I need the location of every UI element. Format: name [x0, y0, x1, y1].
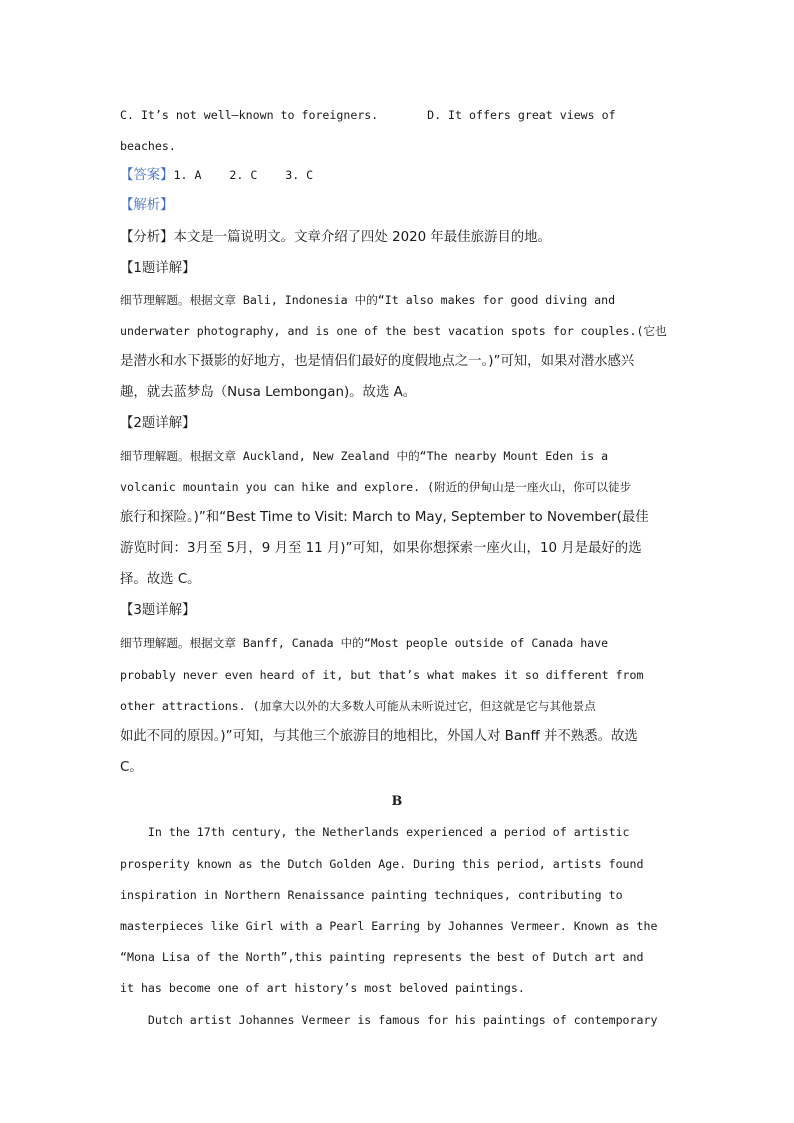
passage-line: “Mona Lisa of the North”,this painting represents the best of Dutch art and [120, 950, 644, 964]
q1-explanation-line: 细节理解题。根据文章 Bali, Indonesia 中的“It also makes for good diving and [120, 293, 616, 307]
q2-explanation-line: 细节理解题。根据文章 Auckland, New Zealand 中的“The nearby Mount Eden is a [120, 449, 609, 463]
option-line-continued: beaches. [120, 139, 176, 153]
q3-explanation-line: other attractions. (加拿大以外的大多数人可能从未听说过它，但这就是它与其他景点 [120, 699, 596, 713]
question-2-heading: 【2题详解】 [120, 416, 196, 431]
q2-explanation-line: volcanic mountain you can hike and explore. (附近的伊甸山是一座火山，你可以徒步 [120, 480, 632, 494]
q2-explanation-line: 旅行和探险。)”和“Best Time to Visit: March to May, September to November(最佳 [120, 510, 649, 525]
q3-explanation-line: C。 [120, 760, 143, 775]
q2-explanation-line: 择。故选 C。 [120, 572, 201, 587]
answer-tag: 【答案】 [120, 168, 174, 183]
passage-line: it has become one of art history’s most beloved paintings. [120, 981, 525, 995]
summary-line: 【分析】本文是一篇说明文。文章介绍了四处 2020 年最佳旅游目的地。 [120, 230, 551, 245]
q1-explanation-line: underwater photography, and is one of the best vacation spots for couples.(它也 [120, 324, 667, 338]
q1-explanation-line: 趣，就去蓝梦岛（Nusa Lembongan)。故选 A。 [120, 385, 417, 400]
q2-explanation-line: 游览时间：3月至 5月，9 月至 11 月)”可知，如果你想探索一座火山，10 月是最好的选 [120, 541, 642, 556]
answer-text: 1. A 2. C 3. C [173, 168, 314, 182]
q3-explanation-line: probably never even heard of it, but that’s what makes it so different from [120, 668, 644, 682]
passage-line: inspiration in Northern Renaissance painting techniques, contributing to [120, 888, 623, 902]
passage-line: masterpieces like Girl with a Pearl Earring by Johannes Vermeer. Known as the [120, 919, 658, 933]
analysis-tag: 【解析】 [120, 198, 174, 213]
q1-explanation-line: 是潜水和水下摄影的好地方，也是情侣们最好的度假地点之一。)”可知，如果对潜水感兴 [120, 354, 635, 369]
question-3-heading: 【3题详解】 [120, 603, 196, 618]
q3-explanation-line: 如此不同的原因。)”可知，与其他三个旅游目的地相比，外国人对 Banff 并不熟悉。故选 [120, 729, 638, 744]
passage-line: Dutch artist Johannes Vermeer is famous for his paintings of contemporary [120, 1013, 658, 1027]
passage-line: prosperity known as the Dutch Golden Age. During this period, artists found [120, 857, 644, 871]
q3-explanation-line: 细节理解题。根据文章 Banff, Canada 中的“Most people outside of Canada have [120, 636, 609, 650]
passage-line: In the 17th century, the Netherlands experienced a period of artistic [120, 825, 630, 839]
option-line-c-d: C. It’s not well—known to foreigners. D. It offers great views of [120, 108, 616, 122]
answer-line [120, 165, 680, 186]
section-b-heading: B [391, 793, 403, 808]
question-1-heading: 【1题详解】 [120, 261, 196, 276]
